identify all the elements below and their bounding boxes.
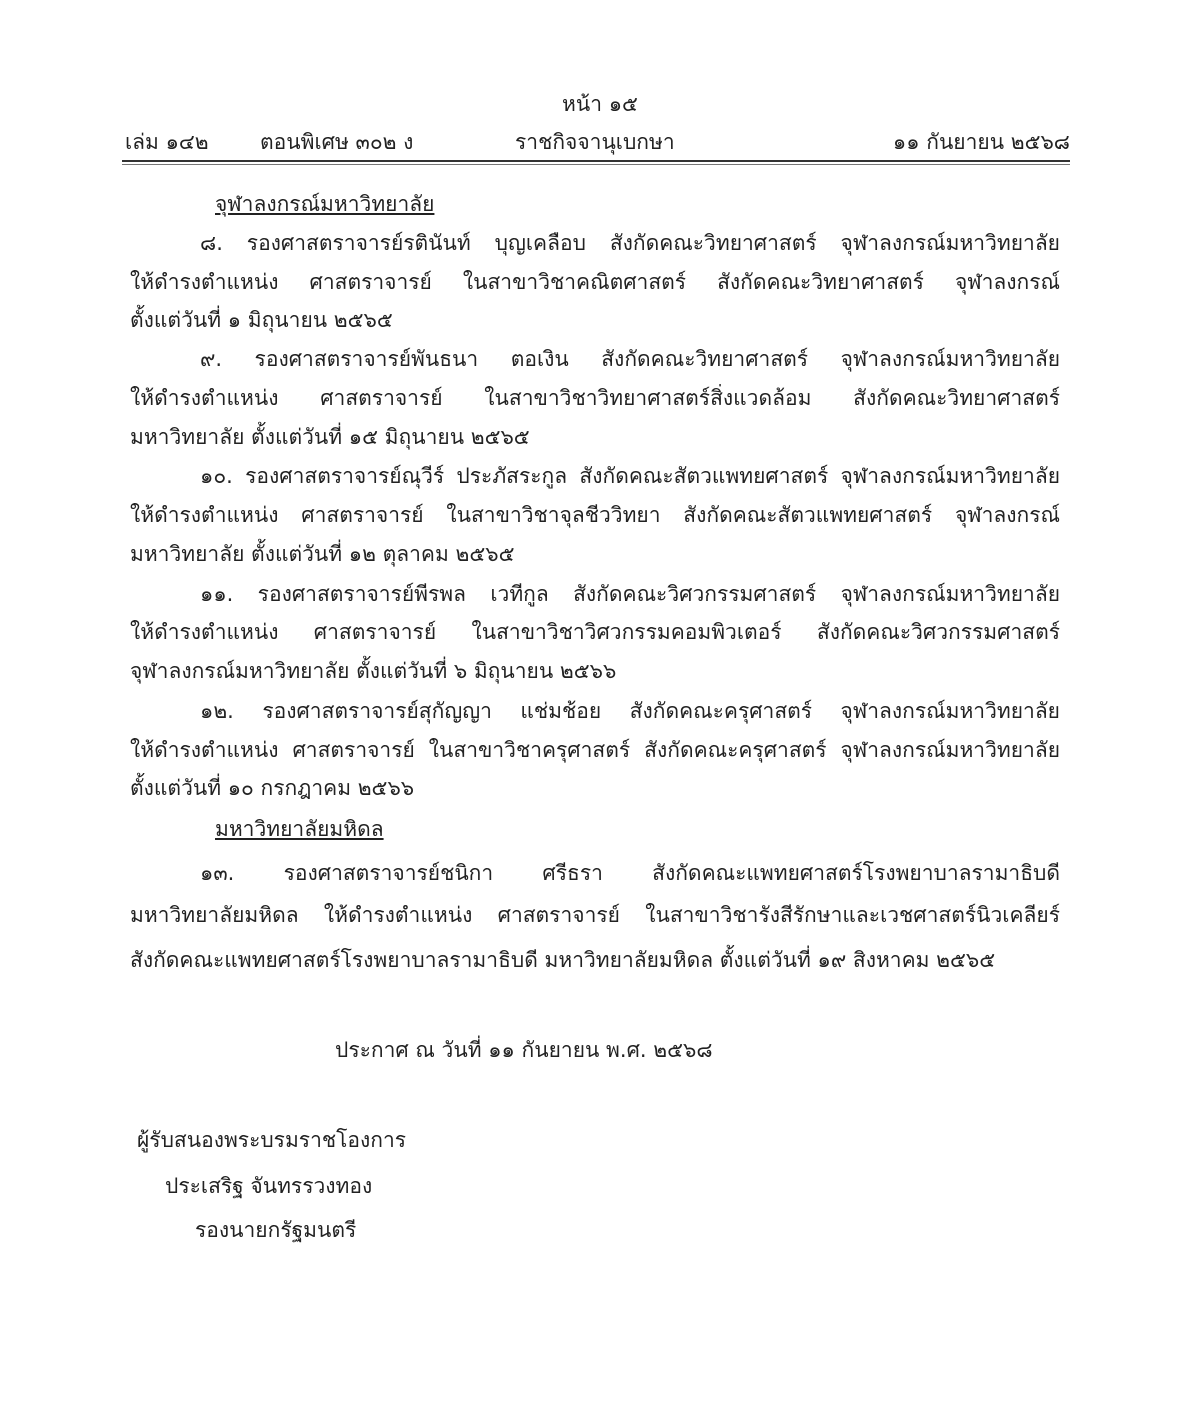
signature-role: ผู้รับสนองพระบรมราชโองการ bbox=[137, 1128, 407, 1152]
appointment-item-line: ตั้งแต่วันที่ ๑๐ กรกฎาคม ๒๕๖๖ bbox=[130, 776, 415, 800]
appointment-item-line: สังกัดคณะแพทยศาสตร์โรงพยาบาลรามาธิบดี มหาวิทยาลัยมหิดล ตั้งแต่วันที่ ๑๙ สิงหาคม ๒๕๖๕ bbox=[130, 948, 996, 972]
appointment-item-line: ให้ดำรงตำแหน่ง ศาสตราจารย์ ในสาขาวิชาคณิตศาสตร์ สังกัดคณะวิทยาศาสตร์ จุฬาลงกรณ์ bbox=[130, 270, 1060, 294]
appointment-item-line: ตั้งแต่วันที่ ๑ มิถุนายน ๒๕๖๕ bbox=[130, 308, 393, 332]
appointment-item-line: ให้ดำรงตำแหน่ง ศาสตราจารย์ ในสาขาวิชาจุลชีววิทยา สังกัดคณะสัตวแพทยศาสตร์ จุฬาลงกรณ์ bbox=[130, 503, 1060, 527]
volume: เล่ม ๑๔๒ bbox=[125, 130, 209, 154]
signatory-name: ประเสริฐ จันทรรวงทอง bbox=[165, 1174, 373, 1198]
appointment-item-start: ๘. รองศาสตราจารย์รตินันท์ บุญเคลือบ สังกัดคณะวิทยาศาสตร์ จุฬาลงกรณ์มหาวิทยาลัย bbox=[200, 231, 1060, 255]
publication-date: ๑๑ กันยายน ๒๕๖๘ bbox=[892, 130, 1070, 154]
appointment-item-line: ให้ดำรงตำแหน่ง ศาสตราจารย์ ในสาขาวิชาครุศาสตร์ สังกัดคณะครุศาสตร์ จุฬาลงกรณ์มหาวิทยาลัย bbox=[130, 738, 1060, 762]
appointment-item-start: ๙. รองศาสตราจารย์พันธนา ตอเงิน สังกัดคณะวิทยาศาสตร์ จุฬาลงกรณ์มหาวิทยาลัย bbox=[200, 347, 1060, 371]
appointment-item-line: มหาวิทยาลัยมหิดล ให้ดำรงตำแหน่ง ศาสตราจารย์ ในสาขาวิชารังสีรักษาและเวชศาสตร์นิวเคลียร์ bbox=[130, 903, 1060, 927]
issue: ตอนพิเศษ ๓๐๒ ง bbox=[260, 130, 414, 154]
appointment-item-line: มหาวิทยาลัย ตั้งแต่วันที่ ๑๒ ตุลาคม ๒๕๖๕ bbox=[130, 542, 515, 566]
section-heading: มหาวิทยาลัยมหิดล bbox=[215, 817, 384, 841]
appointment-item-start: ๑๒. รองศาสตราจารย์สุกัญญา แช่มช้อย สังกัดคณะครุศาสตร์ จุฬาลงกรณ์มหาวิทยาลัย bbox=[200, 699, 1060, 723]
publication-name: ราชกิจจานุเบกษา bbox=[515, 130, 675, 154]
appointment-item-start: ๑๑. รองศาสตราจารย์พีรพล เวทีกูล สังกัดคณะวิศวกรรมศาสตร์ จุฬาลงกรณ์มหาวิทยาลัย bbox=[200, 582, 1060, 606]
header-rule-thin bbox=[122, 164, 1070, 165]
page-number: หน้า ๑๕ bbox=[562, 92, 638, 116]
proclamation-date: ประกาศ ณ วันที่ ๑๑ กันยายน พ.ศ. ๒๕๖๘ bbox=[335, 1038, 713, 1062]
appointment-item-line: จุฬาลงกรณ์มหาวิทยาลัย ตั้งแต่วันที่ ๖ มิถุนายน ๒๕๖๖ bbox=[130, 659, 617, 683]
appointment-item-start: ๑๐. รองศาสตราจารย์ณุวีร์ ประภัสระกูล สังกัดคณะสัตวแพทยศาสตร์ จุฬาลงกรณ์มหาวิทยาลัย bbox=[200, 464, 1060, 488]
section-heading: จุฬาลงกรณ์มหาวิทยาลัย bbox=[215, 192, 435, 216]
appointment-item-line: ให้ดำรงตำแหน่ง ศาสตราจารย์ ในสาขาวิชาวิทยาศาสตร์สิ่งแวดล้อม สังกัดคณะวิทยาศาสตร์ bbox=[130, 386, 1060, 410]
header-rule bbox=[122, 160, 1070, 162]
signatory-title: รองนายกรัฐมนตรี bbox=[195, 1218, 357, 1242]
appointment-item-line: ให้ดำรงตำแหน่ง ศาสตราจารย์ ในสาขาวิชาวิศวกรรมคอมพิวเตอร์ สังกัดคณะวิศวกรรมศาสตร์ bbox=[130, 620, 1060, 644]
appointment-item-start: ๑๓. รองศาสตราจารย์ชนิกา ศรีธรา สังกัดคณะแพทยศาสตร์โรงพยาบาลรามาธิบดี bbox=[200, 861, 1060, 885]
appointment-item-line: มหาวิทยาลัย ตั้งแต่วันที่ ๑๕ มิถุนายน ๒๕๖๕ bbox=[130, 425, 530, 449]
